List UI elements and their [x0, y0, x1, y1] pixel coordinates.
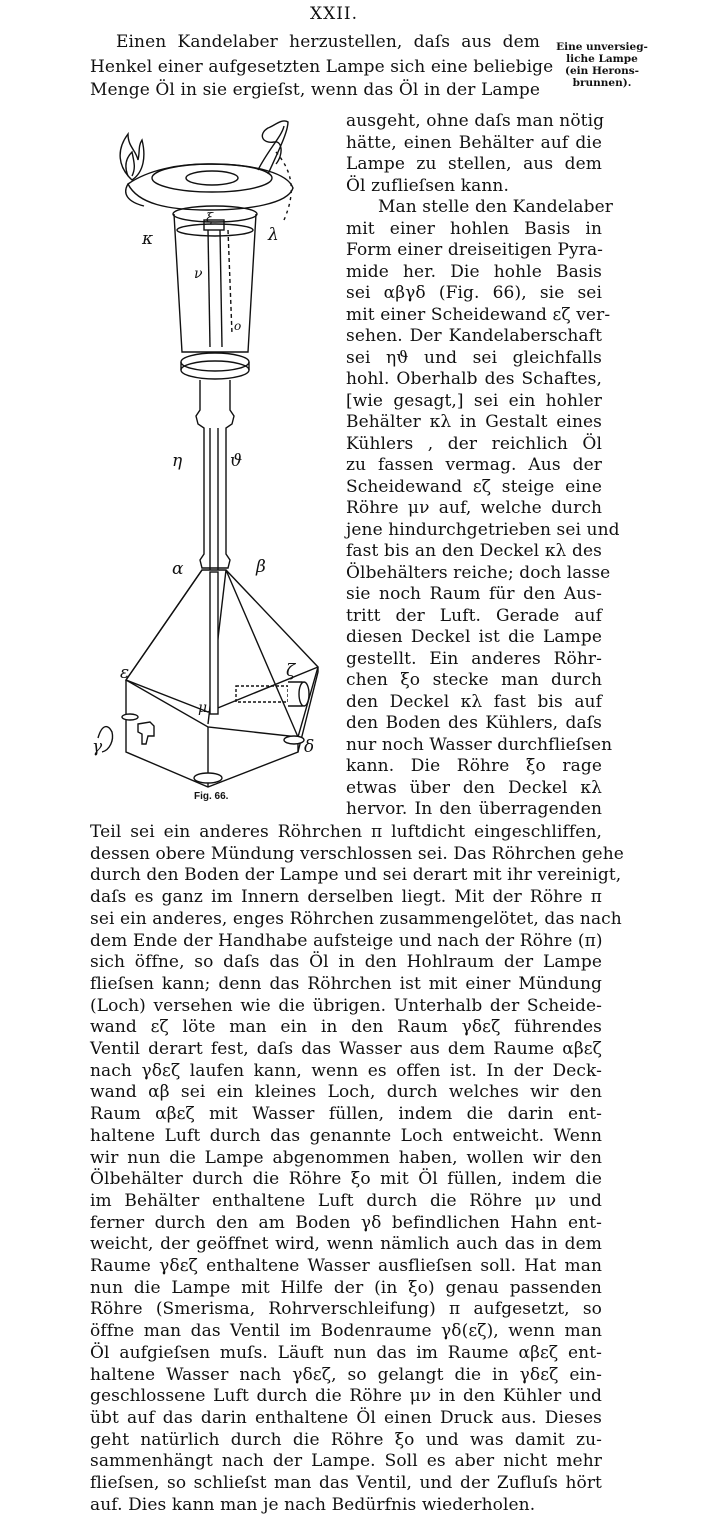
label-eta: η: [172, 451, 183, 471]
label-gamma: γ: [92, 737, 103, 757]
text-line: Raume γδεζ enthaltene Wasser ausflieſsen soll. Hat man: [90, 1256, 602, 1276]
text-line: jene hindurchgetrieben sei und: [346, 519, 620, 540]
text-line: tritt der Luft. Gerade auf: [346, 605, 602, 626]
label-xi: ξ: [206, 211, 214, 226]
label-alpha: α: [172, 559, 184, 579]
label-omicron: ο: [234, 319, 242, 333]
label-kappa: κ: [142, 229, 154, 249]
text-line: durch den Boden der Lampe und sei derart mit ihr vereinigt,: [90, 865, 622, 886]
label-zeta: ζ: [286, 661, 296, 681]
text-line: weicht, der geöffnet wird, wenn nämlich auch das in dem: [90, 1234, 602, 1255]
text-line: fast bis an den Deckel κλ des: [346, 541, 602, 561]
text-line: Röhre μν auf, welche durch: [346, 498, 602, 518]
text-line: Öl aufgieſsen muſs. Läuft nun das im Raume αβεζ ent-: [90, 1342, 602, 1363]
lamp-handle: [262, 121, 288, 174]
text-line: Raum αβεζ mit Wasser füllen, indem die darin ent-: [90, 1104, 602, 1125]
text-line: kann. Die Röhre ξο rage: [346, 756, 602, 776]
text-line: daſs es ganz im Innern derselben liegt. Mit der Röhre π: [90, 887, 602, 908]
text-line: Öl zuflieſsen kann.: [346, 175, 509, 196]
text-line: mide her. Die hohle Basis: [346, 261, 602, 282]
text-line: Henkel einer aufgesetzten Lampe sich eine beliebige: [90, 57, 554, 77]
text-line: geschlossene Luft durch die Röhre μν in den Kühler und: [90, 1386, 602, 1407]
text-line: geht natürlich durch die Röhre ξο und was damit zu-: [90, 1429, 602, 1450]
candelabrum-shaft: [196, 380, 234, 568]
flame-icon: [120, 134, 144, 180]
text-line: gestellt. Ein anderes Röhr-: [346, 648, 602, 669]
text-line: Menge Öl in sie ergieſst, wenn das Öl in der Lampe: [90, 80, 540, 100]
pyramid-base: [126, 570, 318, 737]
text-line: flieſsen, so schlieſst man das Ventil, und der Zufluſs hört: [90, 1473, 602, 1493]
text-line: hätte, einen Behälter auf die: [346, 132, 602, 153]
text-line: dessen obere Mündung verschlossen sei. Das Röhrchen gehe: [90, 843, 624, 864]
text-line: sammenhängt nach der Lampe. Soll es aber nicht mehr: [90, 1451, 602, 1472]
text-line: öffne man das Ventil im Bodenraume γδ(εζ), wenn man: [90, 1321, 602, 1342]
text-line: haltene Wasser nach γδεζ, so gelangt die in γδεζ ein-: [90, 1364, 602, 1385]
text-line: Ölbehälter durch die Röhre ξο mit Öl füllen, indem die: [90, 1169, 602, 1190]
text-line: chen ξο stecke man durch: [346, 670, 602, 690]
label-delta: δ: [304, 737, 315, 757]
label-nu: ν: [194, 266, 203, 282]
text-line: diesen Deckel ist die Lampe: [346, 627, 602, 647]
text-line: haltene Luft durch das genannte Loch entweicht. Wenn: [90, 1125, 602, 1146]
text-line: hervor. In den überragenden: [346, 799, 602, 819]
text-line: den Deckel κλ fast bis auf: [346, 691, 602, 712]
text-line: etwas über den Deckel κλ: [346, 777, 602, 798]
text-line: sei ηϑ und sei gleichfalls: [346, 347, 602, 368]
text-line: sich öffne, so daſs das Öl in den Hohlraum der Lampe: [90, 952, 602, 973]
candelabrum-figure: [88, 112, 338, 807]
text-line: Behälter κλ in Gestalt eines: [346, 412, 602, 432]
text-line: ferner durch den am Boden γδ befindlichen Hahn ent-: [90, 1212, 602, 1233]
marginal-note-line: Eine unversieg-: [556, 41, 648, 53]
marginal-note-line: liche Lampe: [566, 53, 638, 65]
oil-container: [174, 214, 256, 352]
text-line: Röhre (Smerisma, Rohrverschleifung) π aufgesetzt, so: [90, 1299, 602, 1320]
label-theta: ϑ: [230, 451, 243, 471]
text-line: sie noch Raum für den Aus-: [346, 584, 602, 604]
text-line: Kühlers , der reichlich Öl: [346, 433, 602, 454]
text-line: hohl. Oberhalb des Schaftes,: [346, 369, 602, 389]
text-line: auf. Dies kann man je nach Bedürfnis wiederholen.: [90, 1494, 536, 1515]
text-line: Teil sei ein anderes Röhrchen π luftdicht eingeschliffen,: [90, 822, 602, 842]
section-heading: XXII.: [310, 4, 359, 24]
text-line: den Boden des Kühlers, daſs: [346, 713, 602, 733]
text-line: Form einer dreiseitigen Pyra-: [346, 240, 604, 260]
text-line: [wie gesagt,] sei ein hohler: [346, 390, 602, 411]
text-line: nur noch Wasser durchflieſsen: [346, 734, 613, 755]
text-line: Einen Kandelaber herzustellen, daſs aus dem: [116, 32, 540, 52]
text-line: sei αβγδ (Fig. 66), sie sei: [346, 283, 602, 303]
text-line: im Behälter enthaltene Luft durch die Röhre μν und: [90, 1190, 602, 1211]
text-line: Lampe zu stellen, aus dem: [346, 154, 602, 174]
marginal-note-line: brunnen).: [572, 77, 632, 89]
label-beta: β: [256, 557, 266, 577]
text-line: mit einer hohlen Basis in: [346, 218, 602, 239]
text-line: sehen. Der Kandelaberschaft: [346, 326, 602, 346]
text-line: übt auf das darin enthaltene Öl einen Druck aus. Dieses: [90, 1407, 602, 1428]
tap: [138, 722, 154, 744]
figure-caption: Fig. 66.: [194, 791, 229, 802]
text-line: sei ein anderes, enges Röhrchen zusammengelötet, das nach: [90, 908, 622, 929]
text-line: wir nun die Lampe abgenommen haben, wollen wir den: [90, 1147, 602, 1168]
text-line: (Loch) versehen wie die übrigen. Unterhalb der Scheide-: [90, 995, 602, 1016]
text-line: nach γδεζ laufen kann, wenn es offen ist. In der Deck-: [90, 1060, 602, 1081]
label-epsilon: ε: [120, 663, 130, 683]
text-line: Ölbehälters reiche; doch lasse: [346, 562, 611, 583]
text-line: wand εζ löte man ein in den Raum γδεζ führendes: [90, 1017, 602, 1038]
text-line: ausgeht, ohne daſs man nötig: [346, 111, 605, 131]
marginal-note-line: (ein Herons-: [565, 65, 639, 77]
text-line: nun die Lampe mit Hilfe der (in ξο) genau passenden: [90, 1277, 602, 1298]
text-line: mit einer Scheidewand εζ ver-: [346, 304, 611, 325]
text-line: zu fassen vermag. Aus der: [346, 455, 602, 475]
label-mu: μ: [198, 700, 208, 716]
marginal-note: [546, 41, 658, 89]
text-line: flieſsen kann; denn das Röhrchen ist mit einer Mündung: [90, 973, 602, 994]
text-line: dem Ende der Handhabe aufsteige und nach der Röhre (π): [90, 930, 603, 951]
text-line: wand αβ sei ein kleines Loch, durch welches wir den: [90, 1082, 602, 1103]
text-line: Scheidewand εζ steige eine: [346, 476, 602, 497]
label-lambda: λ: [268, 225, 279, 245]
text-line: Ventil derart fest, daſs das Wasser aus dem Raume αβεζ: [90, 1039, 602, 1059]
text-line: Man stelle den Kandelaber: [378, 197, 614, 217]
